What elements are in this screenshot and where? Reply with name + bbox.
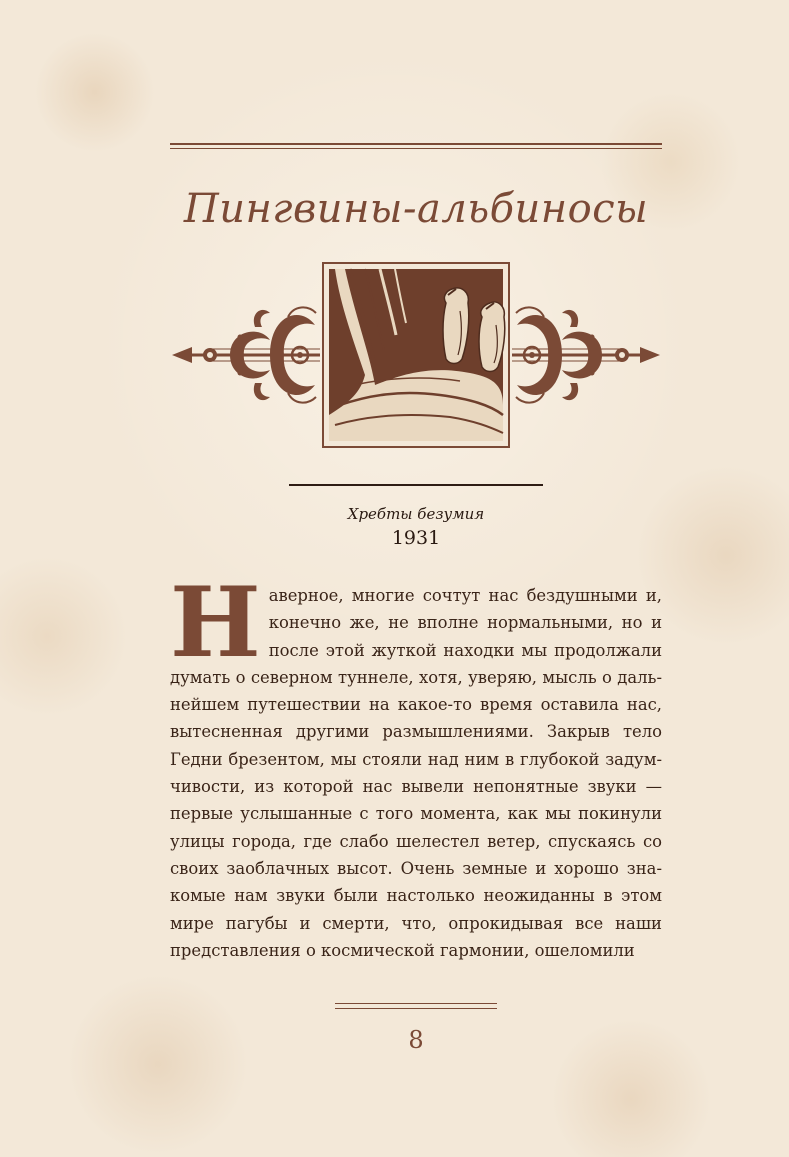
chapter-illustration (170, 255, 662, 455)
right-filigree-ornament (512, 307, 660, 402)
source-divider (289, 484, 543, 486)
chapter-title: Пингвины-альбиносы (183, 186, 649, 232)
body-text-block (170, 566, 662, 964)
source-title: Хребты безумия (347, 505, 485, 523)
penguin-engraving-frame (323, 263, 509, 447)
page-number: 8 (408, 1026, 424, 1054)
top-double-rule (170, 143, 662, 149)
drop-cap: Н (170, 566, 261, 679)
bottom-double-rule (335, 1003, 497, 1009)
source-year: 1931 (391, 527, 441, 549)
body-paragraph: аверное, многие сочтут нас бездушными и, конечно же, не вполне нормальными, но и после этой жуткой находки мы продолжали думать о северном туннеле, хотя, уверяю, мысль о дальнейшем путешествии на какое-то время оставила нас, вытесненная другими размышлениями. Закрыв тело Гедни брезентом, мы стояли над ним в глубокой задумчивости, из которой нас вывели непонятные звуки — первые услышанные с того момента, как мы покинули улицы города, где слабо шелестел ветер, спускаясь со своих заоблачных высот. Очень земные и хорошо знакомые нам звуки были настолько неожиданны в этом мире пагубы и смерти, что, опрокидывая все наши представления о космической гармонии, ошеломили (170, 586, 662, 960)
left-filigree-ornament (172, 307, 320, 402)
